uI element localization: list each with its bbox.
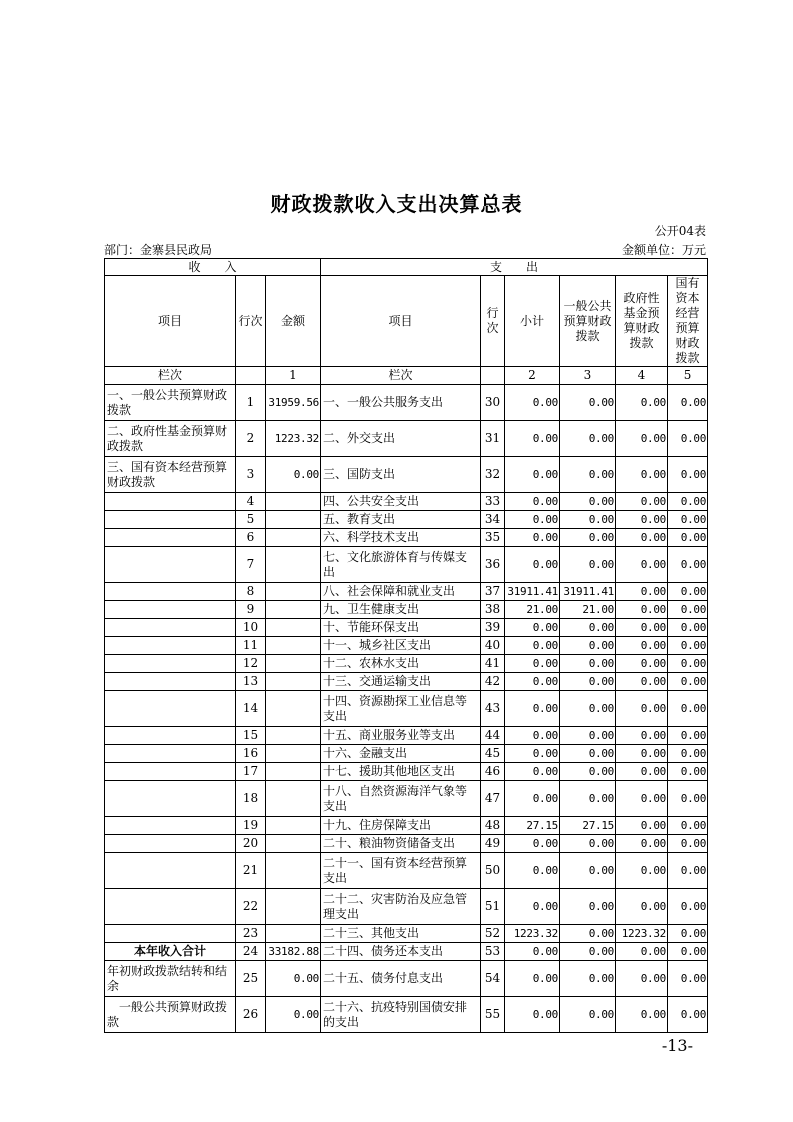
income-line-header: 行次 — [236, 276, 266, 367]
expense-line: 38 — [481, 601, 505, 619]
expense-line: 51 — [481, 889, 505, 925]
expense-line: 44 — [481, 727, 505, 745]
income-amount — [266, 583, 321, 601]
state-capital-value: 0.00 — [668, 637, 708, 655]
table-row — [105, 853, 708, 889]
expense-line: 37 — [481, 583, 505, 601]
income-item — [105, 493, 236, 511]
fund-budget-value: 0.00 — [616, 853, 668, 889]
col-index-3: 3 — [560, 367, 616, 385]
income-amount — [266, 835, 321, 853]
general-budget-value: 0.00 — [560, 619, 616, 637]
expense-line: 30 — [481, 385, 505, 421]
state-capital-value: 0.00 — [668, 745, 708, 763]
income-item — [105, 817, 236, 835]
table-row — [105, 547, 708, 583]
state-capital-value: 0.00 — [668, 493, 708, 511]
table-row — [105, 673, 708, 691]
general-budget-value: 0.00 — [560, 691, 616, 727]
expense-line: 34 — [481, 511, 505, 529]
fund-budget-value: 0.00 — [616, 817, 668, 835]
table-row — [105, 529, 708, 547]
income-header: 收 入 — [105, 259, 321, 276]
fund-budget-value: 0.00 — [616, 655, 668, 673]
expense-item: 八、社会保障和就业支出 — [321, 583, 481, 601]
expense-line: 52 — [481, 925, 505, 943]
income-amount: 31959.56 — [266, 385, 321, 421]
fund-budget-value: 0.00 — [616, 835, 668, 853]
general-budget-value: 0.00 — [560, 511, 616, 529]
income-amount: 0.00 — [266, 457, 321, 493]
state-capital-value: 0.00 — [668, 691, 708, 727]
income-item — [105, 511, 236, 529]
state-capital-value: 0.00 — [668, 529, 708, 547]
fund-budget-value: 1223.32 — [616, 925, 668, 943]
budget-table — [104, 258, 708, 1033]
income-line: 20 — [236, 835, 266, 853]
fund-budget-value: 0.00 — [616, 493, 668, 511]
table-row — [105, 943, 708, 961]
general-budget-value: 0.00 — [560, 889, 616, 925]
expense-item: 十五、商业服务业等支出 — [321, 727, 481, 745]
income-line: 18 — [236, 781, 266, 817]
general-budget-value: 0.00 — [560, 925, 616, 943]
income-amount — [266, 889, 321, 925]
state-capital-value: 0.00 — [668, 547, 708, 583]
income-amount — [266, 619, 321, 637]
fund-budget-value: 0.00 — [616, 763, 668, 781]
subtotal-value: 0.00 — [505, 889, 560, 925]
income-line: 2 — [236, 421, 266, 457]
expense-line: 32 — [481, 457, 505, 493]
general-budget-value: 0.00 — [560, 853, 616, 889]
table-row — [105, 925, 708, 943]
expense-item: 二十、粮油物资储备支出 — [321, 835, 481, 853]
table-row — [105, 457, 708, 493]
subtotal-value: 0.00 — [505, 943, 560, 961]
expense-line: 55 — [481, 997, 505, 1033]
expense-line: 35 — [481, 529, 505, 547]
general-budget-value: 0.00 — [560, 997, 616, 1033]
income-amount — [266, 637, 321, 655]
income-amount — [266, 745, 321, 763]
income-amount — [266, 781, 321, 817]
income-line: 25 — [236, 961, 266, 997]
expense-item: 二十一、国有资本经营预算支出 — [321, 853, 481, 889]
income-amount — [266, 763, 321, 781]
state-capital-value: 0.00 — [668, 619, 708, 637]
table-row — [105, 835, 708, 853]
state-capital-value: 0.00 — [668, 511, 708, 529]
income-amount — [266, 529, 321, 547]
expense-line: 46 — [481, 763, 505, 781]
fund-budget-value: 0.00 — [616, 385, 668, 421]
expense-item: 十一、城乡社区支出 — [321, 637, 481, 655]
expense-item: 二十二、灾害防治及应急管理支出 — [321, 889, 481, 925]
income-item: 一般公共预算财政拨款 — [105, 997, 236, 1033]
subtotal-value: 0.00 — [505, 457, 560, 493]
fund-budget-value: 0.00 — [616, 889, 668, 925]
fund-budget-value: 0.00 — [616, 547, 668, 583]
fund-budget-value: 0.00 — [616, 961, 668, 997]
table-row — [105, 421, 708, 457]
state-capital-value: 0.00 — [668, 943, 708, 961]
general-budget-header: 一般公共预算财政拨款 — [560, 276, 616, 367]
table-row — [105, 601, 708, 619]
income-amount: 0.00 — [266, 997, 321, 1033]
general-budget-value: 0.00 — [560, 781, 616, 817]
subtotal-value: 0.00 — [505, 763, 560, 781]
expense-item: 二十六、抗疫特别国债安排的支出 — [321, 997, 481, 1033]
general-budget-value: 0.00 — [560, 655, 616, 673]
income-item — [105, 781, 236, 817]
expense-line: 40 — [481, 637, 505, 655]
state-capital-value: 0.00 — [668, 727, 708, 745]
state-capital-value: 0.00 — [668, 817, 708, 835]
general-budget-value: 0.00 — [560, 673, 616, 691]
expense-item: 六、科学技术支出 — [321, 529, 481, 547]
state-capital-value: 0.00 — [668, 763, 708, 781]
subtotal-value: 0.00 — [505, 655, 560, 673]
expense-item: 七、文化旅游体育与传媒支出 — [321, 547, 481, 583]
fund-budget-value: 0.00 — [616, 421, 668, 457]
general-budget-value: 0.00 — [560, 457, 616, 493]
expense-item: 五、教育支出 — [321, 511, 481, 529]
general-budget-value: 0.00 — [560, 421, 616, 457]
income-line: 4 — [236, 493, 266, 511]
expense-line: 54 — [481, 961, 505, 997]
table-row — [105, 583, 708, 601]
expense-line: 31 — [481, 421, 505, 457]
table-row — [105, 493, 708, 511]
expense-item: 十九、住房保障支出 — [321, 817, 481, 835]
expense-item: 十二、农林水支出 — [321, 655, 481, 673]
income-line: 11 — [236, 637, 266, 655]
subtotal-value: 0.00 — [505, 511, 560, 529]
income-item — [105, 547, 236, 583]
general-budget-value: 0.00 — [560, 835, 616, 853]
expense-line: 50 — [481, 853, 505, 889]
subtotal-value: 0.00 — [505, 619, 560, 637]
general-budget-value: 0.00 — [560, 493, 616, 511]
income-item — [105, 853, 236, 889]
general-budget-value: 0.00 — [560, 943, 616, 961]
income-item — [105, 601, 236, 619]
income-item — [105, 655, 236, 673]
income-line: 26 — [236, 997, 266, 1033]
col-index-1: 1 — [266, 367, 321, 385]
fund-budget-value: 0.00 — [616, 529, 668, 547]
income-amount — [266, 493, 321, 511]
income-line: 15 — [236, 727, 266, 745]
fund-budget-value: 0.00 — [616, 997, 668, 1033]
expense-line: 41 — [481, 655, 505, 673]
income-item — [105, 691, 236, 727]
income-line: 1 — [236, 385, 266, 421]
income-line: 16 — [236, 745, 266, 763]
income-amount — [266, 691, 321, 727]
table-row — [105, 691, 708, 727]
table-row — [105, 619, 708, 637]
expense-item-header: 项目 — [321, 276, 481, 367]
expense-line: 49 — [481, 835, 505, 853]
table-row — [105, 745, 708, 763]
state-capital-value: 0.00 — [668, 925, 708, 943]
income-line: 17 — [236, 763, 266, 781]
income-amount — [266, 925, 321, 943]
subtotal-value: 0.00 — [505, 385, 560, 421]
subtotal-value: 0.00 — [505, 961, 560, 997]
subtotal-value: 0.00 — [505, 493, 560, 511]
subtotal-value: 0.00 — [505, 529, 560, 547]
income-amount: 1223.32 — [266, 421, 321, 457]
subtotal-header: 小计 — [505, 276, 560, 367]
subtotal-value: 0.00 — [505, 727, 560, 745]
subtotal-value: 0.00 — [505, 745, 560, 763]
state-capital-value: 0.00 — [668, 421, 708, 457]
expense-line: 33 — [481, 493, 505, 511]
col-index-2: 2 — [505, 367, 560, 385]
income-amount — [266, 727, 321, 745]
subtotal-value: 21.00 — [505, 601, 560, 619]
lanci-label: 栏次 — [105, 367, 236, 385]
general-budget-value: 27.15 — [560, 817, 616, 835]
page-title: 财政拨款收入支出决算总表 — [270, 192, 523, 216]
income-line: 19 — [236, 817, 266, 835]
table-row — [105, 511, 708, 529]
income-line: 13 — [236, 673, 266, 691]
income-amount-header: 金额 — [266, 276, 321, 367]
income-amount — [266, 673, 321, 691]
expense-item: 二十四、债务还本支出 — [321, 943, 481, 961]
expense-item: 九、卫生健康支出 — [321, 601, 481, 619]
general-budget-value: 0.00 — [560, 529, 616, 547]
expense-line-header: 行次 — [481, 276, 505, 367]
col-index-5: 5 — [668, 367, 708, 385]
expense-item: 二十五、债务付息支出 — [321, 961, 481, 997]
form-number: 公开04表 — [654, 224, 706, 238]
fund-budget-value: 0.00 — [616, 619, 668, 637]
state-capital-value: 0.00 — [668, 835, 708, 853]
table-row — [105, 997, 708, 1033]
subtotal-value: 0.00 — [505, 547, 560, 583]
state-capital-value: 0.00 — [668, 781, 708, 817]
blank-cell — [236, 367, 266, 385]
table-row — [105, 781, 708, 817]
fund-budget-value: 0.00 — [616, 673, 668, 691]
fund-budget-header: 政府性基金预算财政拨款 — [616, 276, 668, 367]
income-item: 一、一般公共预算财政拨款 — [105, 385, 236, 421]
income-item — [105, 925, 236, 943]
general-budget-value: 0.00 — [560, 385, 616, 421]
lanci-label-2: 栏次 — [321, 367, 481, 385]
fund-budget-value: 0.00 — [616, 511, 668, 529]
table-row — [105, 655, 708, 673]
general-budget-value: 0.00 — [560, 763, 616, 781]
subtotal-value: 0.00 — [505, 691, 560, 727]
expense-line: 43 — [481, 691, 505, 727]
state-capital-value: 0.00 — [668, 601, 708, 619]
income-line: 9 — [236, 601, 266, 619]
expense-line: 42 — [481, 673, 505, 691]
expense-item: 一、一般公共服务支出 — [321, 385, 481, 421]
income-item-header: 项目 — [105, 276, 236, 367]
income-item: 年初财政拨款结转和结余 — [105, 961, 236, 997]
table-row — [105, 763, 708, 781]
state-capital-value: 0.00 — [668, 655, 708, 673]
income-item — [105, 745, 236, 763]
income-line: 21 — [236, 853, 266, 889]
income-line: 23 — [236, 925, 266, 943]
subtotal-value: 0.00 — [505, 673, 560, 691]
subtotal-value: 0.00 — [505, 853, 560, 889]
state-capital-value: 0.00 — [668, 385, 708, 421]
general-budget-value: 0.00 — [560, 637, 616, 655]
general-budget-value: 31911.41 — [560, 583, 616, 601]
table-row — [105, 727, 708, 745]
income-line: 12 — [236, 655, 266, 673]
expense-item: 二、外交支出 — [321, 421, 481, 457]
table-row — [105, 817, 708, 835]
general-budget-value: 0.00 — [560, 727, 616, 745]
table-row — [105, 889, 708, 925]
fund-budget-value: 0.00 — [616, 745, 668, 763]
income-line: 10 — [236, 619, 266, 637]
state-capital-value: 0.00 — [668, 853, 708, 889]
income-amount — [266, 511, 321, 529]
income-line: 24 — [236, 943, 266, 961]
expense-item: 三、国防支出 — [321, 457, 481, 493]
income-amount — [266, 853, 321, 889]
expense-item: 十八、自然资源海洋气象等支出 — [321, 781, 481, 817]
expense-item: 十四、资源勘探工业信息等支出 — [321, 691, 481, 727]
income-item — [105, 835, 236, 853]
expense-line: 47 — [481, 781, 505, 817]
table-row — [105, 385, 708, 421]
subtotal-value: 0.00 — [505, 781, 560, 817]
state-capital-value: 0.00 — [668, 457, 708, 493]
col-index-4: 4 — [616, 367, 668, 385]
expense-line: 48 — [481, 817, 505, 835]
income-item — [105, 529, 236, 547]
subtotal-value: 31911.41 — [505, 583, 560, 601]
fund-budget-value: 0.00 — [616, 943, 668, 961]
general-budget-value: 0.00 — [560, 745, 616, 763]
subtotal-value: 0.00 — [505, 997, 560, 1033]
income-item — [105, 727, 236, 745]
state-capital-value: 0.00 — [668, 961, 708, 997]
expense-line: 45 — [481, 745, 505, 763]
fund-budget-value: 0.00 — [616, 583, 668, 601]
income-line: 8 — [236, 583, 266, 601]
fund-budget-value: 0.00 — [616, 637, 668, 655]
income-item — [105, 889, 236, 925]
expense-item: 十三、交通运输支出 — [321, 673, 481, 691]
fund-budget-value: 0.00 — [616, 727, 668, 745]
state-capital-value: 0.00 — [668, 673, 708, 691]
department-label: 部门：金寨县民政局 — [104, 243, 213, 257]
expense-item: 十、节能环保支出 — [321, 619, 481, 637]
income-amount — [266, 547, 321, 583]
income-line: 6 — [236, 529, 266, 547]
expense-line: 36 — [481, 547, 505, 583]
unit-label: 金额单位：万元 — [621, 243, 706, 257]
fund-budget-value: 0.00 — [616, 691, 668, 727]
subtotal-value: 1223.32 — [505, 925, 560, 943]
state-capital-header: 国有资本经营预算财政拨款 — [668, 276, 708, 367]
fund-budget-value: 0.00 — [616, 457, 668, 493]
table-row — [105, 961, 708, 997]
income-item — [105, 637, 236, 655]
income-amount — [266, 817, 321, 835]
expense-item: 二十三、其他支出 — [321, 925, 481, 943]
table-row — [105, 637, 708, 655]
expense-item: 十七、援助其他地区支出 — [321, 763, 481, 781]
income-item — [105, 619, 236, 637]
fund-budget-value: 0.00 — [616, 781, 668, 817]
income-amount: 33182.88 — [266, 943, 321, 961]
subtotal-value: 27.15 — [505, 817, 560, 835]
general-budget-value: 21.00 — [560, 601, 616, 619]
expense-header: 支 出 — [321, 259, 708, 276]
income-line: 5 — [236, 511, 266, 529]
state-capital-value: 0.00 — [668, 583, 708, 601]
subtotal-value: 0.00 — [505, 835, 560, 853]
income-amount — [266, 655, 321, 673]
subtotal-value: 0.00 — [505, 637, 560, 655]
expense-line: 39 — [481, 619, 505, 637]
fund-budget-value: 0.00 — [616, 601, 668, 619]
expense-line: 53 — [481, 943, 505, 961]
income-item: 三、国有资本经营预算财政拨款 — [105, 457, 236, 493]
income-line: 7 — [236, 547, 266, 583]
expense-item: 四、公共安全支出 — [321, 493, 481, 511]
state-capital-value: 0.00 — [668, 889, 708, 925]
state-capital-value: 0.00 — [668, 997, 708, 1033]
income-item: 二、政府性基金预算财政拨款 — [105, 421, 236, 457]
income-line: 3 — [236, 457, 266, 493]
expense-item: 十六、金融支出 — [321, 745, 481, 763]
income-amount — [266, 601, 321, 619]
income-line: 22 — [236, 889, 266, 925]
subtotal-value: 0.00 — [505, 421, 560, 457]
income-item: 本年收入合计 — [105, 943, 236, 961]
income-amount: 0.00 — [266, 961, 321, 997]
income-line: 14 — [236, 691, 266, 727]
page-number: -13- — [661, 1036, 693, 1055]
income-item — [105, 763, 236, 781]
general-budget-value: 0.00 — [560, 547, 616, 583]
income-item — [105, 673, 236, 691]
general-budget-value: 0.00 — [560, 961, 616, 997]
income-item — [105, 583, 236, 601]
blank-cell — [481, 367, 505, 385]
